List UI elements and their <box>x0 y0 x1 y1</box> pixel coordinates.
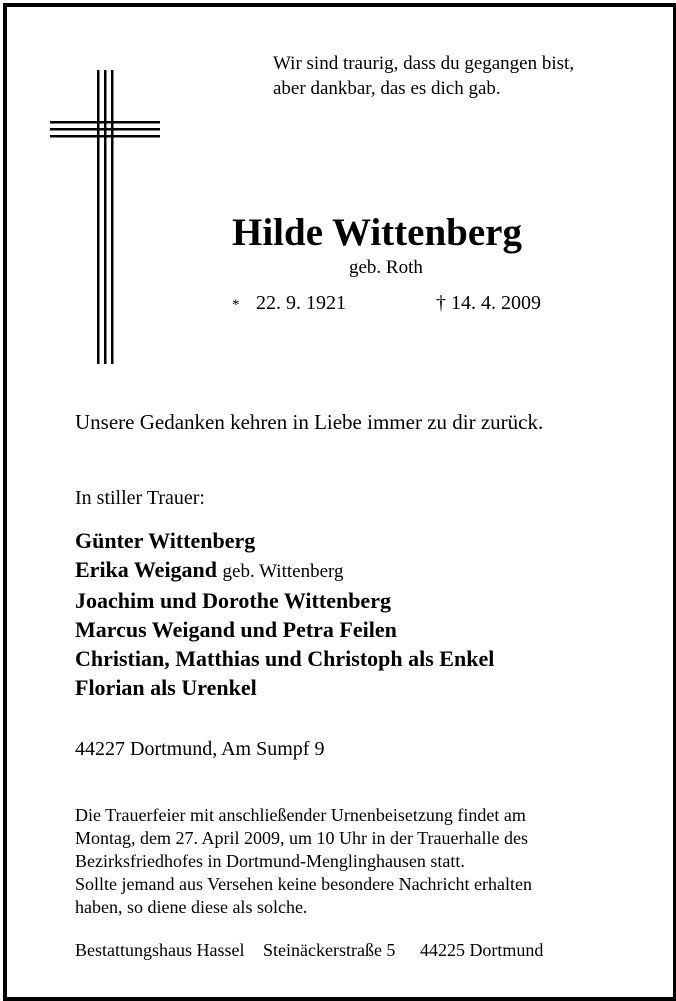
mourning-intro: In stiller Trauer: <box>75 487 205 509</box>
undertaker-line <box>75 938 543 962</box>
funeral-info-line: Sollte jemand aus Versehen keine besondere Nachricht erhalten <box>75 874 532 894</box>
cross-icon <box>50 70 170 370</box>
motto <box>273 51 574 101</box>
undertaker-street: Steinäckerstraße 5 <box>262 940 396 960</box>
funeral-info-line: Bezirksfriedhofes in Dortmund-Menglinghausen statt. <box>75 851 465 871</box>
undertaker-city: 44225 Dortmund <box>419 940 544 960</box>
mourner-name: Günter Wittenberg <box>75 528 256 553</box>
mourner <box>75 673 494 702</box>
death-date-group <box>436 290 541 316</box>
family-address: 44227 Dortmund, Am Sumpf 9 <box>75 738 325 760</box>
mourner <box>75 526 494 555</box>
mourner-note: geb. Wittenberg <box>222 561 344 582</box>
funeral-info <box>75 804 532 919</box>
cross-horizontal-line <box>50 128 160 131</box>
cross-horizontal-line <box>50 135 160 138</box>
cross-vertical-line <box>97 70 100 364</box>
birth-star-icon: * <box>232 297 240 313</box>
death-date: 14. 4. 2009 <box>451 292 541 314</box>
mourner <box>75 555 494 586</box>
funeral-info-line: Die Trauerfeier mit anschließender Urnenbeisetzung findet am <box>75 805 526 825</box>
mourners-list <box>75 526 494 702</box>
motto-line: aber dankbar, das es dich gab. <box>273 78 501 99</box>
maiden-name: geb. Roth <box>349 257 423 278</box>
funeral-info-line: haben, so diene diese als solche. <box>75 897 308 917</box>
mourner-name: Marcus Weigand und Petra Feilen <box>75 617 397 642</box>
mourner-name: Christian, Matthias und Christoph als Enkel <box>75 646 495 671</box>
funeral-info-line: Montag, dem 27. April 2009, um 10 Uhr in der Trauerhalle des <box>75 828 528 848</box>
death-dagger-icon: † <box>436 292 446 314</box>
mourner-name: Florian als Urenkel <box>75 675 257 700</box>
mourner <box>75 586 494 615</box>
memorial-sentence: Unsere Gedanken kehren in Liebe immer zu dir zurück. <box>75 410 544 434</box>
life-dates <box>232 290 541 318</box>
mourner-name: Joachim und Dorothe Wittenberg <box>75 588 391 613</box>
mourner <box>75 615 494 644</box>
deceased-name: Hilde Wittenberg <box>232 211 522 254</box>
undertaker-name: Bestattungshaus Hassel <box>75 940 245 960</box>
mourner-name: Erika Weigand <box>75 557 218 582</box>
mourner <box>75 644 494 673</box>
birth-date: 22. 9. 1921 <box>256 292 346 314</box>
cross-horizontal-line <box>50 121 160 124</box>
motto-line: Wir sind traurig, dass du gegangen bist, <box>273 53 575 74</box>
cross-vertical-line <box>111 70 114 364</box>
cross-vertical-line <box>104 70 107 364</box>
